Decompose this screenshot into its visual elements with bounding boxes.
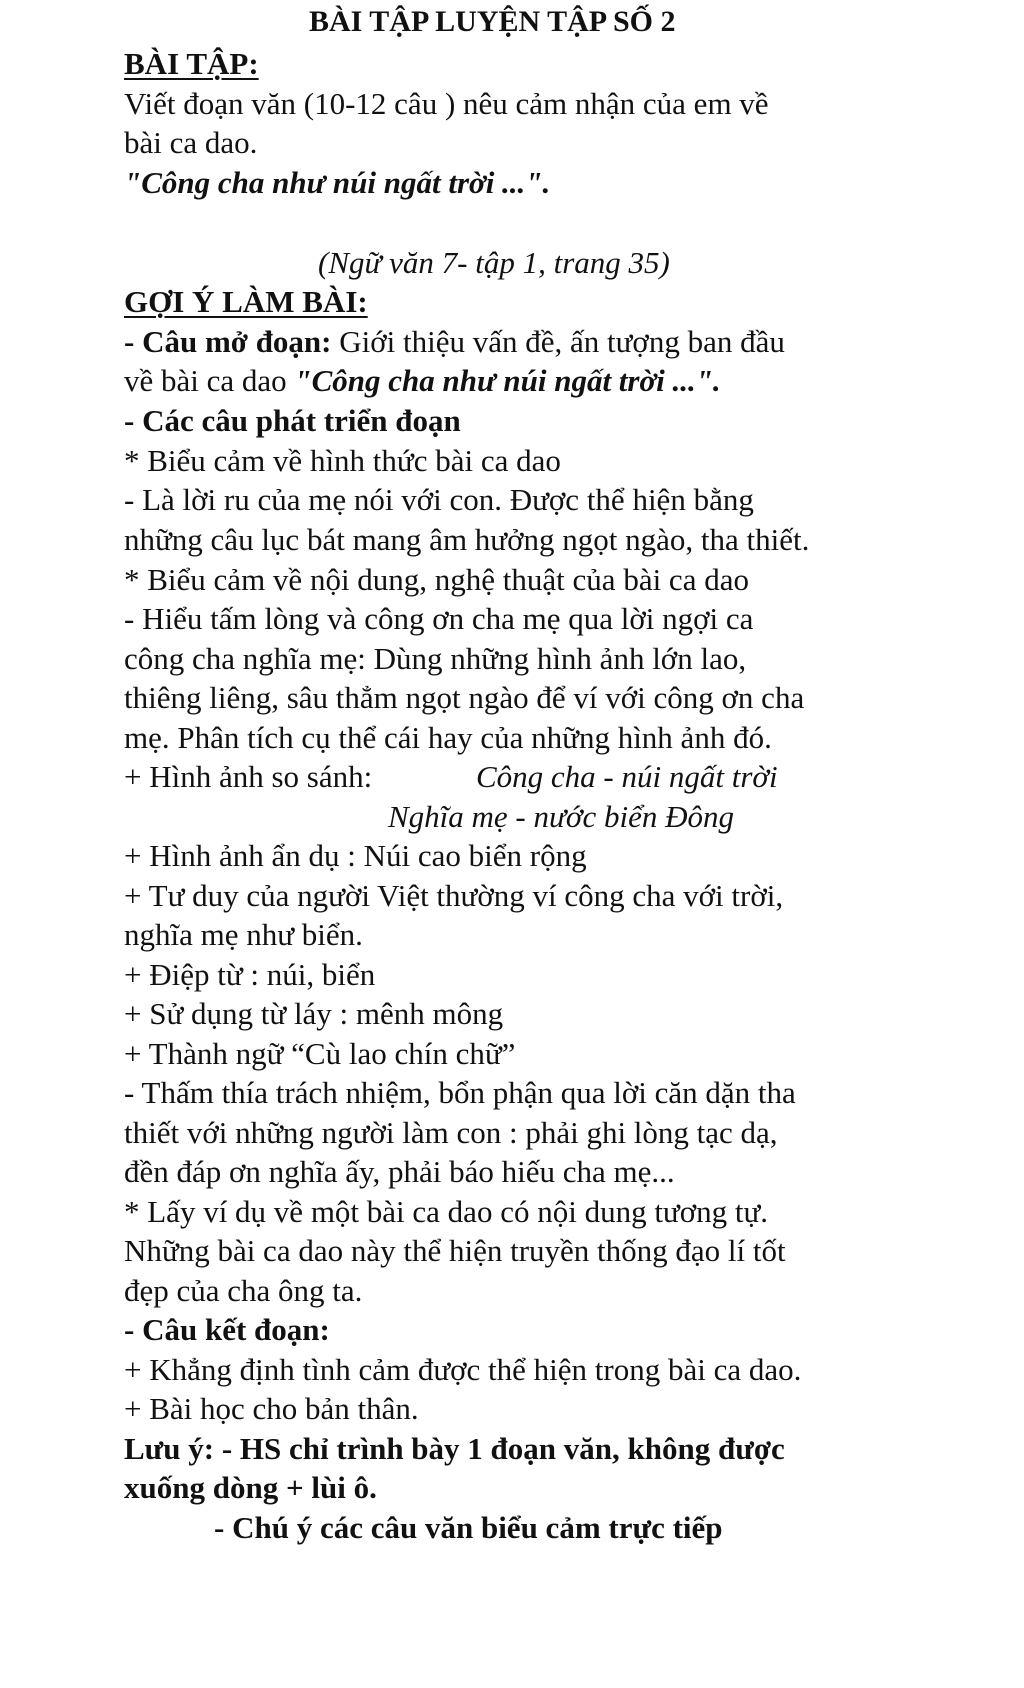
closing-line-2: + Bài học cho bản thân. <box>124 1391 419 1426</box>
duty-line-1: - Thấm thía trách nhiệm, bổn phận qua lời căn dặn tha <box>124 1075 796 1110</box>
opening-text: Giới thiệu vấn đề, ấn tượng ban đầu <box>331 324 785 359</box>
repetition-line: + Điệp từ : núi, biển <box>124 957 376 992</box>
example-line-2: Những bài ca dao này thể hiện truyền thống đạo lí tốt <box>124 1233 786 1268</box>
metaphor-line: + Hình ảnh ẩn dụ : Núi cao biển rộng <box>124 838 587 873</box>
idiom-line: + Thành ngữ “Cù lao chín chữ” <box>124 1036 516 1071</box>
opening-line-2 <box>124 361 721 401</box>
exercise-heading: BÀI TẬP: <box>124 46 259 81</box>
form-line-1: - Là lời ru của mẹ nói với con. Được thể hiện bằng <box>124 482 754 517</box>
content-line-4: mẹ. Phân tích cụ thể cái hay của những hình ảnh đó. <box>124 720 772 755</box>
example-line-3: đẹp của cha ông ta. <box>124 1273 363 1308</box>
note-line-2: xuống dòng + lùi ô. <box>124 1470 377 1505</box>
body-heading: - Các câu phát triển đoạn <box>124 403 461 438</box>
closing-label: - Câu kết đoạn: <box>124 1312 330 1347</box>
comparison-label: + Hình ảnh so sánh: <box>124 759 373 794</box>
comparison-1: Công cha - núi ngất trời <box>476 759 778 794</box>
content-point: * Biểu cảm về nội dung, nghệ thuật của bài ca dao <box>124 562 749 597</box>
closing-line-1: + Khẳng định tình cảm được thể hiện trong bài ca dao. <box>124 1352 802 1387</box>
exercise-source: (Ngữ văn 7- tập 1, trang 35) <box>318 245 670 280</box>
opening-quote: "Công cha như núi ngất trời ...". <box>294 363 721 398</box>
reduplication-line: + Sử dụng từ láy : mênh mông <box>124 996 504 1031</box>
exercise-quote: "Công cha như núi ngất trời ...". <box>124 165 551 200</box>
exercise-prompt-line-1: Viết đoạn văn (10-12 câu ) nêu cảm nhận của em về <box>124 86 769 121</box>
note-line-1: Lưu ý: - HS chỉ trình bày 1 đoạn văn, không được <box>124 1431 785 1466</box>
content-line-1: - Hiểu tấm lòng và công ơn cha mẹ qua lời ngợi ca <box>124 601 754 636</box>
duty-line-3: đền đáp ơn nghĩa ấy, phải báo hiếu cha mẹ... <box>124 1154 675 1189</box>
form-line-2: những câu lục bát mang âm hưởng ngọt ngào, tha thiết. <box>124 522 810 557</box>
exercise-prompt-line-2: bài ca dao. <box>124 125 258 160</box>
document-title: BÀI TẬP LUYỆN TẬP SỐ 2 <box>309 5 676 38</box>
note-line-3: - Chú ý các câu văn biểu cảm trực tiếp <box>214 1510 723 1545</box>
opening-line-1 <box>124 322 785 362</box>
example-line-1: * Lấy ví dụ về một bài ca dao có nội dung tương tự. <box>124 1194 769 1229</box>
content-line-2: công cha nghĩa mẹ: Dùng những hình ảnh lớn lao, <box>124 641 747 676</box>
form-point: * Biểu cảm về hình thức bài ca dao <box>124 443 561 478</box>
comparison-2: Nghĩa mẹ - nước biển Đông <box>388 799 734 834</box>
thinking-line-1: + Tư duy của người Việt thường ví công cha với trời, <box>124 878 784 913</box>
guide-heading: GỢI Ý LÀM BÀI: <box>124 284 368 319</box>
content-line-3: thiêng liêng, sâu thẳm ngọt ngào để ví với công ơn cha <box>124 680 805 715</box>
opening-text-2: về bài ca dao <box>124 363 295 398</box>
opening-label: - Câu mở đoạn: <box>124 324 332 359</box>
thinking-line-2: nghĩa mẹ như biển. <box>124 917 363 952</box>
duty-line-2: thiết với những người làm con : phải ghi lòng tạc dạ, <box>124 1115 778 1150</box>
